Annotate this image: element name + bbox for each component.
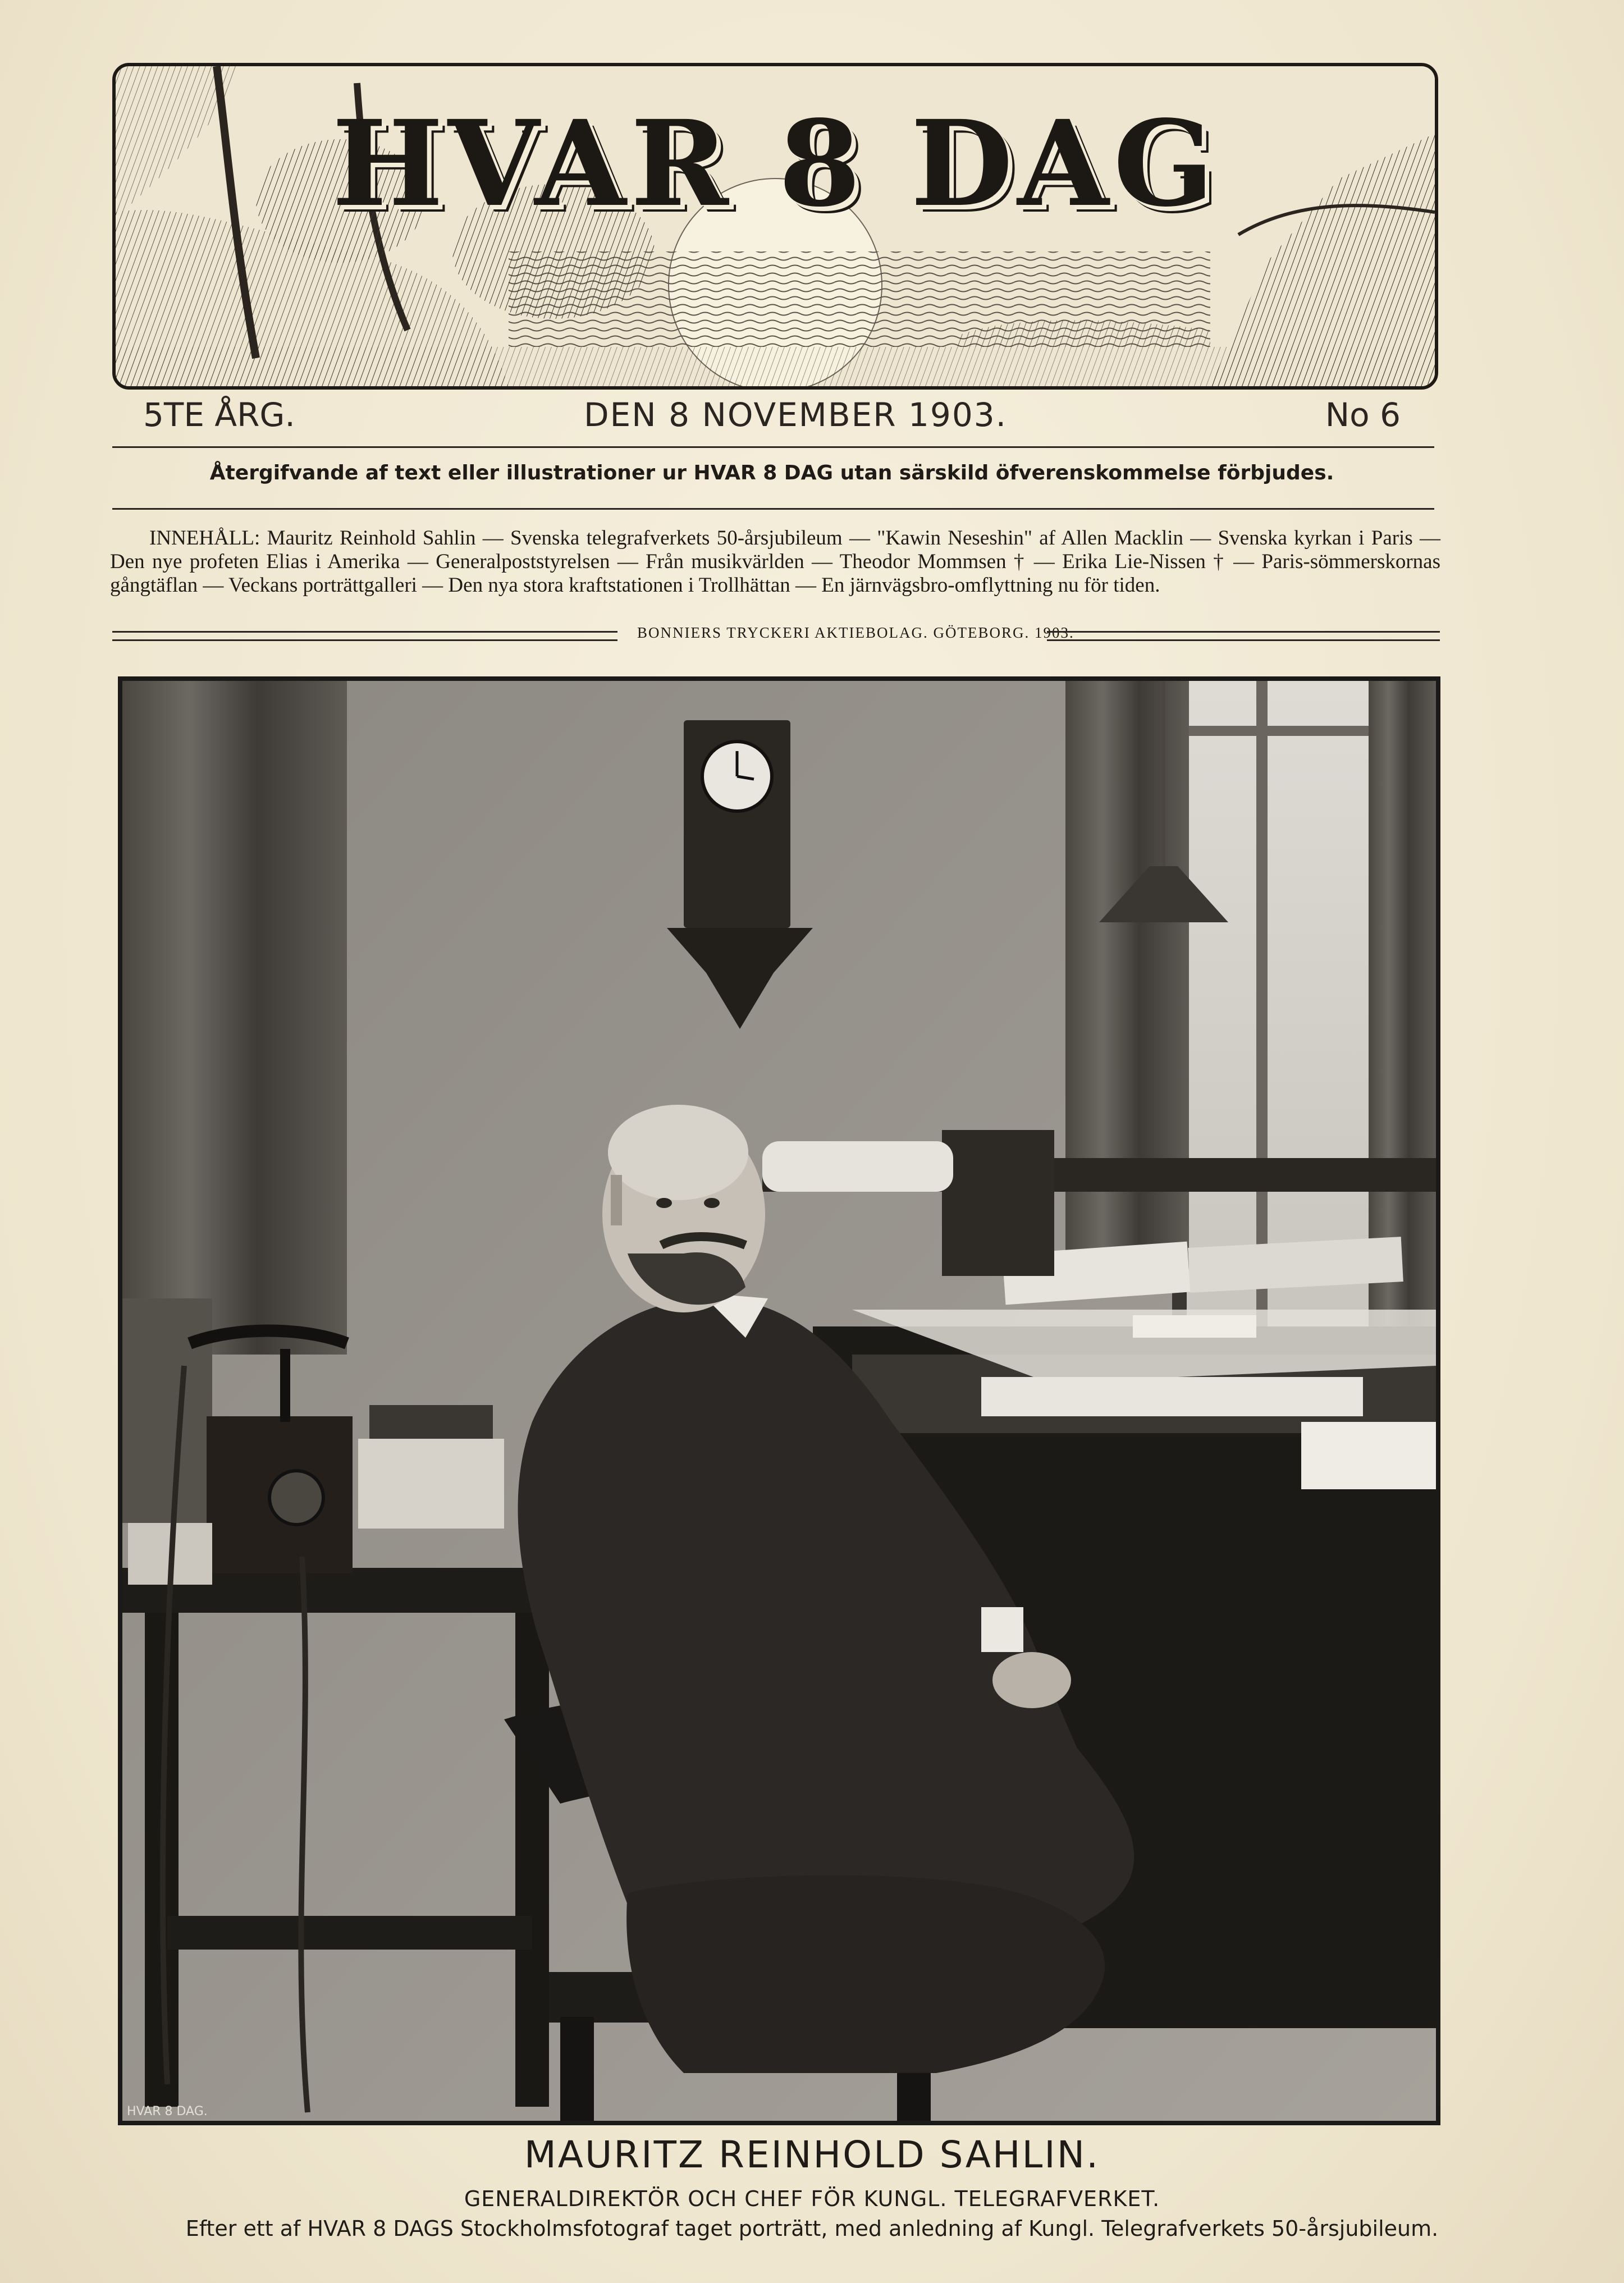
contents-text: Mauritz Reinhold Sahlin — Svenska telegrafverkets 50-årsjubileum — "Kawin Neseshin" af Allen Macklin — Svenska kyrkan i Paris — Den nye profeten Elias i Amerika — Generalpoststyrelsen — Från musikvärlden — Theodor Mommsen † — Erika Lie-Nissen † — Paris-sömmerskornas gångtäflan — Veckans porträttgalleri — Den nya stora kraftstationen i Trollhättan — En järnvägsbro-omflyttning nu för tiden.	[110, 527, 1441, 597]
masthead	[112, 63, 1438, 390]
double-rule-right	[1047, 631, 1440, 641]
office-portrait-illustration	[122, 681, 1436, 2121]
divider-rule	[112, 446, 1434, 448]
contents-paragraph	[110, 527, 1440, 597]
caption-title: GENERALDIREKTÖR OCH CHEF FÖR KUNGL. TELEGRAFVERKET.	[464, 2186, 1160, 2211]
masthead-title: HVAR 8 DAG	[332, 94, 1219, 233]
caption-name: MAURITZ REINHOLD SAHLIN.	[524, 2133, 1100, 2176]
printer-line	[112, 624, 1443, 647]
issue-number: No 6	[1325, 396, 1401, 434]
printer-imprint: BONNIERS TRYCKERI AKTIEBOLAG. GÖTEBORG. 1903.	[637, 624, 1074, 641]
divider-rule	[112, 508, 1434, 510]
contents-label: INNEHÅLL:	[149, 527, 260, 550]
copyright-notice: Återgifvande af text eller illustrationer ur HVAR 8 DAG utan särskild öfverenskommelse förbjudes.	[209, 461, 1334, 484]
portrait-photograph	[118, 676, 1440, 2125]
volume-label: 5TE ÅRG.	[143, 396, 295, 434]
caption-credit: Efter ett af HVAR 8 DAGS Stockholmsfotograf taget porträtt, med anledning af Kungl. Telegrafverkets 50-årsjubileum.	[185, 2216, 1439, 2241]
issue-date: DEN 8 NOVEMBER 1903.	[584, 396, 1008, 434]
photo-watermark: HVAR 8 DAG.	[127, 2104, 208, 2119]
double-rule-left	[112, 631, 617, 641]
dateline	[112, 396, 1403, 441]
